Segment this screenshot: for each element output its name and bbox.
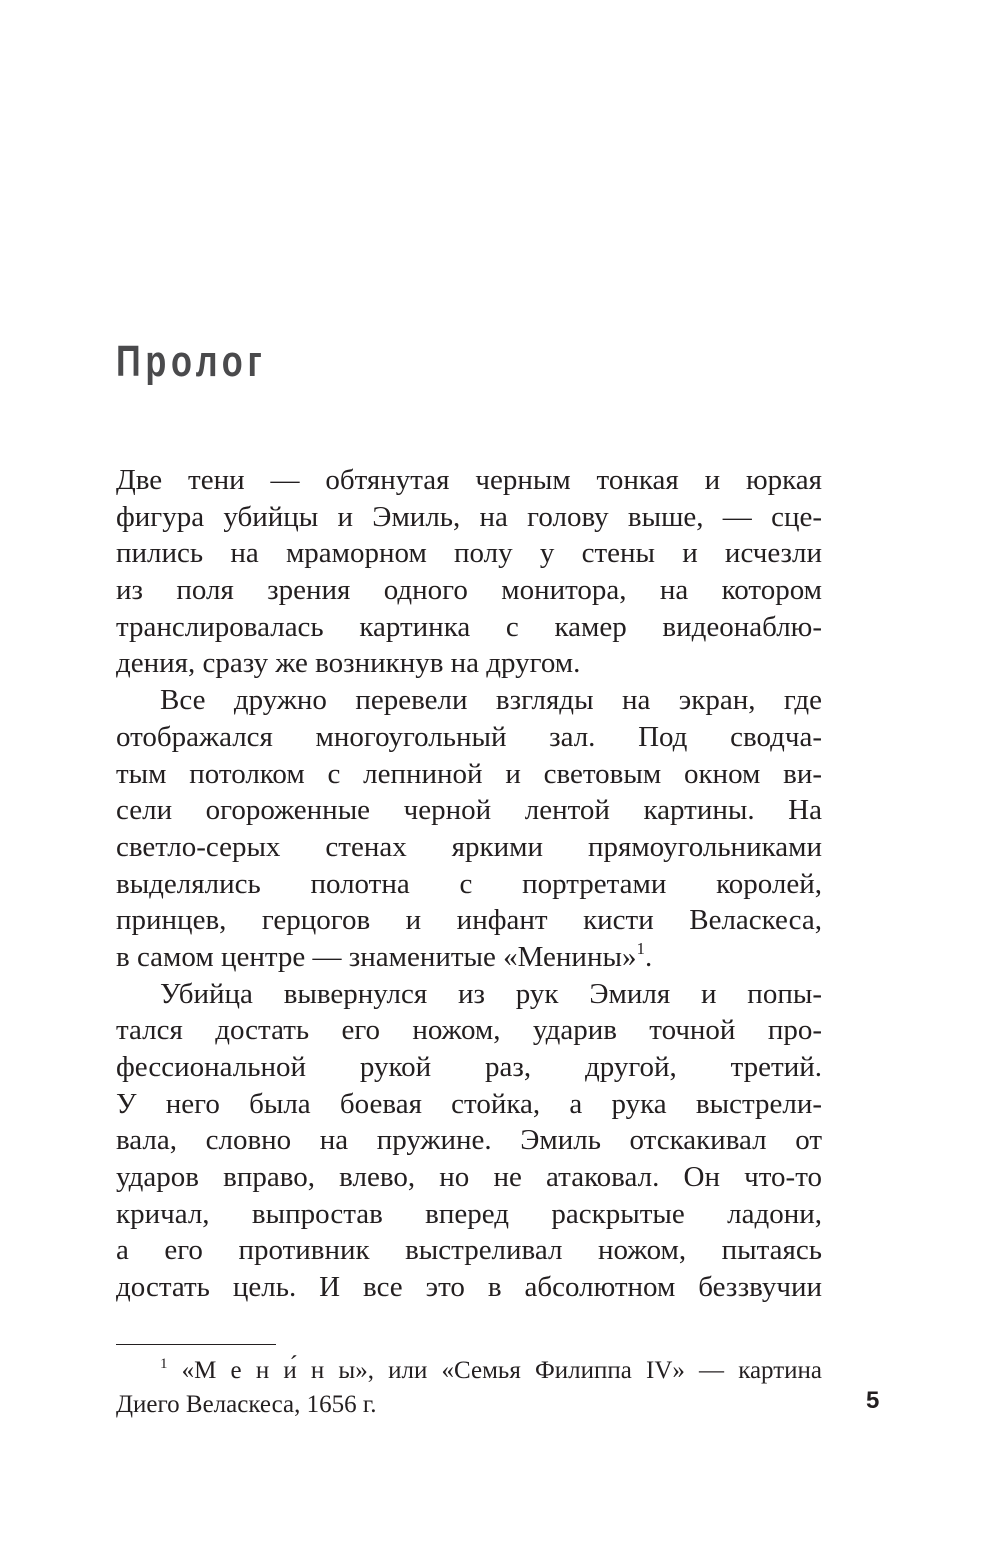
text-line: выделялись полотна с портретами королей,: [116, 867, 822, 900]
text-line: фигура убийцы и Эмиль, на голову выше, — сце-: [116, 500, 822, 533]
text-line: светло-серых стенах яркими прямоугольниками: [116, 830, 822, 863]
footnote-line: Диего Веласкеса, 1656 г.: [116, 1391, 377, 1418]
footnote-marker: 1: [160, 1356, 168, 1372]
footnote: [116, 1354, 822, 1422]
text-line: дения, сразу же возникнув на другом.: [116, 647, 581, 680]
body-text: [116, 462, 822, 1306]
text-line: Все дружно перевели взгляды на экран, где: [160, 684, 822, 717]
text-line: ударов вправо, влево, но не атаковал. Он что-то: [116, 1161, 822, 1194]
text-line: кричал, выпростав вперед раскрытые ладони,: [116, 1197, 822, 1230]
text-line-with-footnote: [116, 939, 822, 976]
text-line: У него была боевая стойка, а рука выстрели-: [116, 1087, 822, 1120]
footnote-divider: [116, 1344, 276, 1345]
text-line: достать цель. И все это в абсолютном беззвучии: [116, 1271, 822, 1304]
chapter-title: Пролог: [116, 337, 267, 386]
text-line: в самом центре — знаменитые «Менины»: [116, 940, 637, 973]
text-line: а его противник выстреливал ножом, пытаясь: [116, 1234, 822, 1267]
footnote-reference[interactable]: 1: [636, 938, 645, 958]
text-line: отображался многоугольный зал. Под сводча-: [116, 720, 822, 753]
footnote-text: «М е н и́ н ы», или «Семья Филиппа IV» — картина: [181, 1357, 823, 1384]
text-line: принцев, герцогов и инфант кисти Веласкеса,: [116, 904, 822, 937]
text-line: Убийца вывернулся из рук Эмиля и попы-: [160, 977, 822, 1010]
text-line: из поля зрения одного монитора, на котором: [116, 574, 822, 607]
text-line: Две тени — обтянутая черным тонкая и юркая: [116, 464, 822, 496]
text-line: вала, словно на пружине. Эмиль отскакивал от: [116, 1124, 822, 1157]
text-line: пились на мраморном полу у стены и исчезли: [116, 537, 822, 570]
line-end-punctuation: .: [644, 940, 653, 973]
footnote-line: [116, 1354, 822, 1388]
text-line: фессиональной рукой раз, другой, третий.: [116, 1051, 822, 1083]
page-number: 5: [866, 1387, 880, 1414]
text-line: транслировалась картинка с камер видеонаблю-: [116, 610, 822, 643]
text-line: тался достать его ножом, ударив точной про-: [116, 1014, 822, 1047]
text-line: тым потолком с лепниной и световым окном ви-: [116, 757, 822, 790]
text-line: сели огороженные черной лентой картины. На: [116, 794, 822, 827]
